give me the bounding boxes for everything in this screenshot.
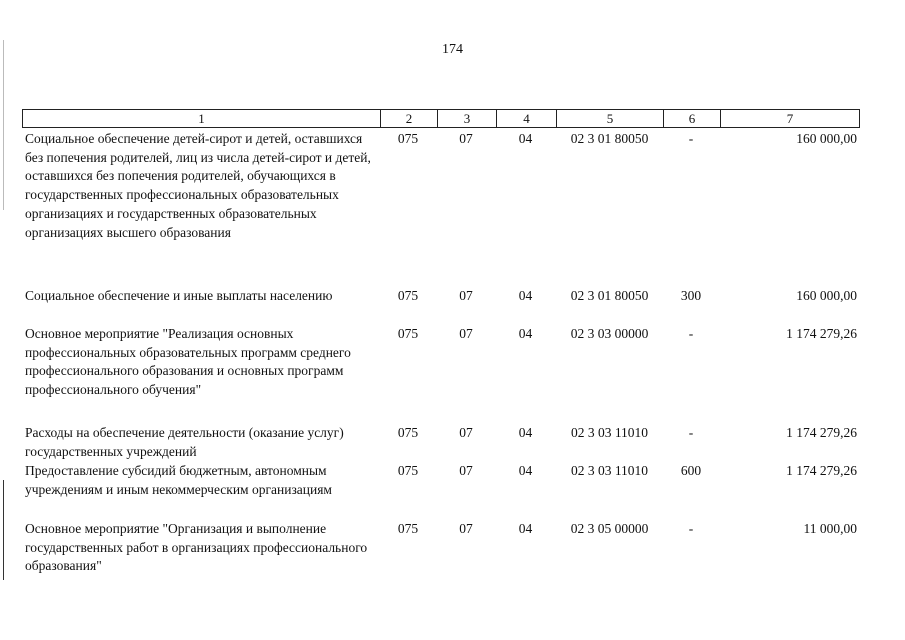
header-col-1: 1 [22, 109, 381, 128]
row-subsection: 04 [518, 288, 533, 303]
scan-edge-mark [3, 40, 4, 210]
row-ministry-code: 075 [397, 463, 419, 478]
row-subsection: 04 [518, 521, 533, 536]
row-section: 07 [459, 326, 473, 341]
header-col-4: 4 [496, 109, 557, 128]
page-number: 174 [442, 42, 463, 57]
header-col-2: 2 [380, 109, 438, 128]
row-subsection: 04 [518, 131, 533, 146]
row-section: 07 [459, 131, 473, 146]
row-section: 07 [459, 521, 473, 536]
scan-edge-mark [3, 480, 4, 580]
row-target-article: 02 3 01 80050 [570, 131, 649, 146]
row-section: 07 [459, 288, 473, 303]
row-ministry-code: 075 [397, 326, 419, 341]
row-subsection: 04 [518, 326, 533, 341]
row-name: Социальное обеспечение и иные выплаты населению [25, 288, 333, 303]
row-ministry-code: 075 [397, 288, 419, 303]
row-expense-type: 300 [680, 288, 702, 303]
header-col-3: 3 [437, 109, 497, 128]
row-expense-type: - [688, 521, 694, 536]
row-amount: 11 000,00 [803, 521, 857, 536]
row-amount: 160 000,00 [796, 288, 857, 303]
row-amount: 1 174 279,26 [786, 326, 857, 341]
row-amount: 160 000,00 [796, 131, 857, 146]
row-expense-type: - [688, 131, 694, 146]
row-ministry-code: 075 [397, 425, 419, 440]
row-amount: 1 174 279,26 [786, 463, 857, 478]
row-expense-type: 600 [680, 463, 702, 478]
row-section: 07 [459, 425, 473, 440]
row-target-article: 02 3 03 11010 [570, 425, 649, 440]
row-section: 07 [459, 463, 473, 478]
row-ministry-code: 075 [397, 521, 419, 536]
row-subsection: 04 [518, 425, 533, 440]
row-amount: 1 174 279,26 [786, 425, 857, 440]
row-target-article: 02 3 05 00000 [570, 521, 649, 536]
table-header [22, 109, 860, 128]
row-name: Социальное обеспечение детей-сирот и детей, оставшихся без попечения родителей, лиц из числа детей-сирот и детей, оставшихся без попечения родителей, обучающихся в государственных профессиональных образовательных организациях и государственных образовательных организациях высшего образования [25, 131, 371, 240]
row-ministry-code: 075 [397, 131, 419, 146]
header-col-5: 5 [556, 109, 664, 128]
row-expense-type: - [688, 425, 694, 440]
row-name: Основное мероприятие "Организация и выполнение государственных работ в организациях профессионального образования" [25, 521, 368, 574]
row-target-article: 02 3 01 80050 [570, 288, 649, 303]
row-target-article: 02 3 03 11010 [570, 463, 649, 478]
header-col-6: 6 [663, 109, 721, 128]
row-target-article: 02 3 03 00000 [570, 326, 649, 341]
row-name: Основное мероприятие "Реализация основных профессиональных образовательных программ среднего профессионального образования и основных программ профессионального обучения" [25, 326, 351, 398]
row-expense-type: - [688, 326, 694, 341]
row-name: Расходы на обеспечение деятельности (оказание услуг) государственных учреждений [25, 425, 344, 459]
row-name: Предоставление субсидий бюджетным, автономным учреждениям и иным некоммерческим организациям [25, 463, 332, 497]
row-subsection: 04 [518, 463, 533, 478]
header-col-7: 7 [720, 109, 860, 128]
